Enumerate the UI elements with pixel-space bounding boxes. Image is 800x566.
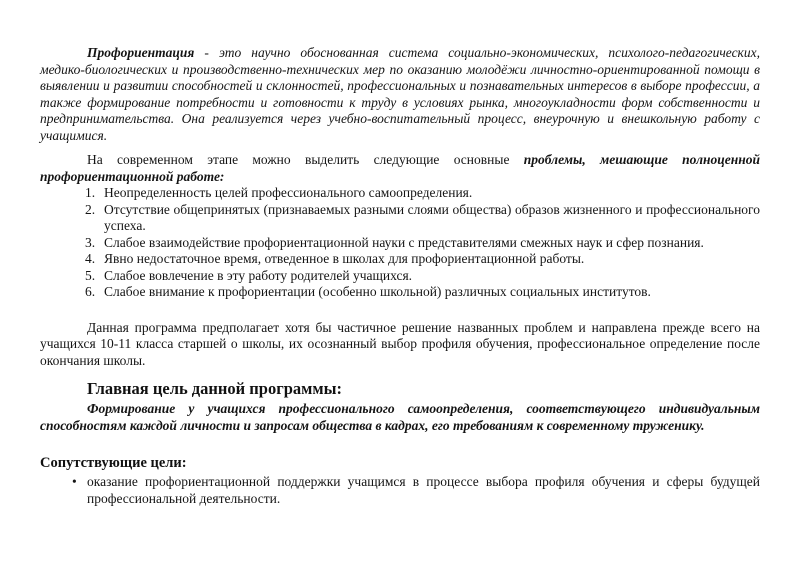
intro-paragraph-text: - это научно обоснованная система социально-экономических, психолого-педагогических, медико-биологических и производственно-технических мер по оказанию молодёжи личностно-ориентированной помощи в выявлении и развитии способностей и склонностей, профессиональных и познавательных интересов в выборе профессии, а также формирование потребности и готовности к труду в условиях рынка, многоукладности форм собственности и предпринимательства. Она реализуется через учебно-воспитательный процесс, внеурочную и внешкольную работу с учащимися. [40, 45, 760, 143]
problem-item-text: Неопределенность целей профессионального самоопределения. [104, 185, 473, 200]
problems-intro-paragraph [40, 152, 760, 185]
problem-item-text: Явно недостаточное время, отведенное в школах для профориентационной работы. [104, 251, 585, 266]
problem-item-text: Слабое взаимодействие профориентационной науки с представителями смежных наук и сфер познания. [104, 234, 704, 250]
problems-intro-emphasis: проблемы, мешающие полноценной профориентационной работе: [40, 152, 760, 184]
main-goal-paragraph: Формирование у учащихся профессионального самоопределения, соответствующего индивидуальным способностям каждой личности и запросам общества в кадрах, его требованиям к современному труженику. [40, 401, 760, 433]
related-goals-heading: Сопутствующие цели: [40, 455, 187, 471]
problem-item-4 [85, 251, 760, 268]
program-paragraph: Данная программа предполагает хотя бы частичное решение названных проблем и направлена прежде всего на учащихся 10-11 класса старшей о школы, их осознанный выбор профиля обучения, профессиональное определение после окончания школы. [40, 319, 760, 368]
related-goal-item-text: оказание профориентационной поддержки учащимся в процессе выбора профиля обучения и сферы будущей профессиональной деятельности. [87, 474, 760, 506]
problem-item-2 [85, 202, 760, 235]
problem-item-5 [85, 268, 760, 285]
problems-list [40, 185, 760, 301]
problem-item-text: Отсутствие общепринятых (признаваемых разными слоями общества) образов жизненного и профессионального успеха. [104, 201, 760, 233]
problem-item-6 [85, 284, 760, 301]
intro-lead-term: Профориентация [87, 45, 195, 60]
problems-intro-text: На современном этапе можно выделить следующие основные [87, 152, 524, 167]
intro-paragraph [40, 45, 760, 144]
problem-item-3 [85, 235, 760, 252]
related-goal-item-1 [67, 474, 760, 507]
problem-item-text: Слабое вовлечение в эту работу родителей учащихся. [104, 267, 413, 283]
problem-item-text: Слабое внимание к профориентации (особенно школьной) различных социальных институтов. [104, 284, 651, 299]
main-goal-heading: Главная цель данной программы: [87, 379, 343, 398]
problem-item-1 [85, 185, 760, 202]
related-goals-list [40, 474, 760, 507]
